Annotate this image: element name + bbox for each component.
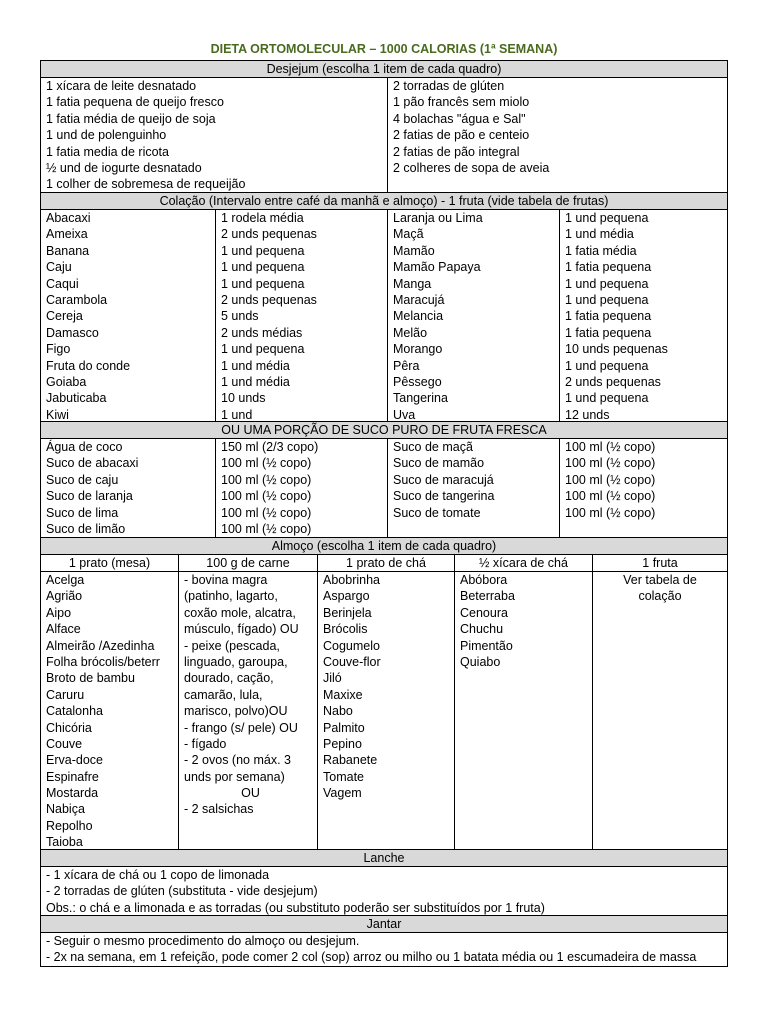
desjejum-left-column <box>41 78 387 192</box>
list-item: 100 ml (½ copo) <box>565 489 656 504</box>
lanche-header: Lanche <box>41 850 727 867</box>
desjejum-section <box>40 60 728 193</box>
suco-amount-column-2 <box>559 439 727 537</box>
list-item: 1 colher de sobremesa de requeijão <box>46 177 246 192</box>
list-item: 1 und pequena <box>221 260 305 275</box>
list-item: Cenoura <box>460 605 508 620</box>
list-item: Chuchu <box>460 622 504 637</box>
list-item: Suco de limão <box>46 521 126 536</box>
list-item: 1 fatia média de queijo de soja <box>46 111 216 126</box>
list-item: Palmito <box>323 720 365 735</box>
list-item: 100 ml (½ copo) <box>565 472 656 487</box>
list-item: Beterraba <box>460 589 515 604</box>
lanche-content <box>41 867 727 915</box>
list-item: 5 unds <box>221 309 259 324</box>
list-item: Obs.: o chá e a limonada e as torradas (ou substituto poderão ser substituídos por 1 fruta) <box>46 900 545 915</box>
list-item: 4 bolachas "água e Sal" <box>393 111 526 126</box>
list-item: - frango (s/ pele) OU <box>184 720 298 735</box>
list-item: 1 und pequena <box>221 243 305 258</box>
list-item: 1 fatia pequena de queijo fresco <box>46 95 224 110</box>
list-item: Manga <box>393 276 432 291</box>
list-item: Suco de mamão <box>393 456 485 471</box>
list-item: 1 und média <box>221 358 290 373</box>
list-item: Nabo <box>323 704 353 719</box>
colacao-portion-column-2 <box>559 210 727 421</box>
list-item: 1 und pequena <box>221 342 305 357</box>
list-item: Carambola <box>46 292 108 307</box>
list-item: 100 ml (½ copo) <box>221 472 312 487</box>
list-item: Damasco <box>46 325 99 340</box>
list-item: Suco de maçã <box>393 440 473 454</box>
list-item: Jiló <box>323 671 342 686</box>
list-item: Couve-flor <box>323 654 381 669</box>
list-item: 1 fatia media de ricota <box>46 144 169 159</box>
list-item: Brócolis <box>323 622 368 637</box>
jantar-header: Jantar <box>41 916 727 933</box>
list-item: dourado, cação, <box>184 671 274 686</box>
list-item: Mamão Papaya <box>393 260 481 275</box>
almoco-section <box>40 537 728 850</box>
list-item: Repolho <box>46 818 93 833</box>
list-item: Cogumelo <box>323 638 380 653</box>
list-item: 100 ml (½ copo) <box>221 505 312 520</box>
list-item: Suco de laranja <box>46 489 133 504</box>
desjejum-header: Desjejum (escolha 1 item de cada quadro) <box>41 61 727 78</box>
list-item: Abacaxi <box>46 211 91 225</box>
list-item: Broto de bambu <box>46 671 135 686</box>
list-item: Maracujá <box>393 292 445 307</box>
almoco-header: Almoço (escolha 1 item de cada quadro) <box>41 538 727 555</box>
list-item: - fígado <box>184 736 227 751</box>
list-item: OU <box>241 786 260 801</box>
list-item: Alface <box>46 622 81 637</box>
list-item: 1 und pequena <box>565 358 649 373</box>
list-item: 100 ml (½ copo) <box>221 489 312 504</box>
colacao-section <box>40 192 728 422</box>
list-item: Taioba <box>46 835 83 849</box>
list-item: Tomate <box>323 769 364 784</box>
suco-name-column-1 <box>41 439 215 537</box>
page-title: DIETA ORTOMOLECULAR – 1000 CALORIAS (1ª SEMANA) <box>210 42 558 56</box>
colacao-fruit-column-1 <box>41 210 215 421</box>
list-item: Morango <box>393 342 443 357</box>
list-item: Aipo <box>46 605 72 620</box>
almoco-subheader-fruta: 1 fruta <box>592 555 727 571</box>
list-item: 1 und pequena <box>565 211 649 225</box>
almoco-subheader-xicara-cha: ½ xícara de chá <box>454 555 592 571</box>
list-item: 2 colheres de sopa de aveia <box>393 160 550 175</box>
list-item: 10 unds pequenas <box>565 342 668 357</box>
list-item: 1 und pequena <box>565 391 649 406</box>
list-item: Suco de abacaxi <box>46 456 139 471</box>
list-item: colação <box>638 589 682 604</box>
list-item: 150 ml (2/3 copo) <box>221 440 319 454</box>
list-item: 1 und <box>221 407 253 421</box>
list-item: (patinho, lagarto, <box>184 589 278 604</box>
list-item: - 2 salsichas <box>184 802 254 817</box>
list-item: Goiaba <box>46 374 87 389</box>
almoco-prato-mesa-column <box>41 572 178 849</box>
list-item: Laranja ou Lima <box>393 211 483 225</box>
list-item: marisco, polvo)OU <box>184 704 288 719</box>
colacao-fruit-column-2 <box>387 210 559 421</box>
list-item: Almeirão /Azedinha <box>46 638 155 653</box>
list-item: Tangerina <box>393 391 448 406</box>
lanche-section <box>40 849 728 916</box>
list-item: Rabanete <box>323 753 378 768</box>
almoco-subheader-prato-mesa: 1 prato (mesa) <box>68 556 151 570</box>
list-item: Folha brócolis/beterr <box>46 654 160 669</box>
list-item: 1 und média <box>221 374 290 389</box>
colacao-header: Colação (Intervalo entre café da manhã e almoço) - 1 fruta (vide tabela de frutas) <box>41 193 727 210</box>
list-item: Suco de tangerina <box>393 489 495 504</box>
list-item: 2 unds pequenas <box>221 292 317 307</box>
list-item: Suco de tomate <box>393 505 481 520</box>
list-item: Uva <box>393 407 416 421</box>
list-item: Abobrinha <box>323 573 380 587</box>
list-item: Caqui <box>46 276 79 291</box>
list-item: coxão mole, alcatra, <box>184 605 296 620</box>
list-item: 100 ml (½ copo) <box>221 521 312 536</box>
list-item: Aspargo <box>323 589 370 604</box>
list-item: Agrião <box>46 589 83 604</box>
list-item: Pepino <box>323 736 362 751</box>
list-item: Pêra <box>393 358 420 373</box>
list-item: 1 und de polenguinho <box>46 128 167 143</box>
list-item: Chicória <box>46 720 92 735</box>
list-item: Nabiça <box>46 802 85 817</box>
suco-header: OU UMA PORÇÃO DE SUCO PURO DE FRUTA FRESCA <box>41 422 727 439</box>
list-item: 2 fatias de pão e centeio <box>393 128 530 143</box>
desjejum-right-column <box>387 78 727 192</box>
list-item: músculo, fígado) OU <box>184 622 299 637</box>
list-item: Vagem <box>323 786 362 801</box>
list-item: Caruru <box>46 687 85 702</box>
list-item: - 2 torradas de glúten (substituta - vide desjejum) <box>46 884 318 899</box>
colacao-portion-column-1 <box>215 210 387 421</box>
list-item: Suco de maracujá <box>393 472 494 487</box>
list-item: - bovina magra <box>184 573 268 587</box>
list-item: 2 unds pequenas <box>221 227 317 242</box>
list-item: Catalonha <box>46 704 103 719</box>
list-item: ½ und de iogurte desnatado <box>46 160 202 175</box>
list-item: 1 fatia pequena <box>565 325 652 340</box>
list-item: Mamão <box>393 243 435 258</box>
list-item: Kiwi <box>46 407 69 421</box>
list-item: 10 unds <box>221 391 266 406</box>
jantar-content <box>41 933 727 966</box>
list-item: camarão, lula, <box>184 687 263 702</box>
list-item: Figo <box>46 342 71 357</box>
list-item: Melancia <box>393 309 444 324</box>
list-item: Quiabo <box>460 654 501 669</box>
list-item: Abóbora <box>460 573 508 587</box>
list-item: 1 fatia pequena <box>565 309 652 324</box>
list-item: Mostarda <box>46 786 99 801</box>
list-item: 2 unds médias <box>221 325 303 340</box>
list-item: Melão <box>393 325 428 340</box>
list-item: Pimentão <box>460 638 513 653</box>
suco-section <box>40 421 728 538</box>
list-item: 1 xícara de leite desnatado <box>46 79 197 93</box>
list-item: Ver tabela de <box>623 573 697 587</box>
list-item: 100 ml (½ copo) <box>565 505 656 520</box>
list-item: 100 ml (½ copo) <box>565 456 656 471</box>
list-item: 2 torradas de glúten <box>393 79 505 93</box>
list-item: Jabuticaba <box>46 391 107 406</box>
list-item: 100 ml (½ copo) <box>565 440 656 454</box>
list-item: Maxixe <box>323 687 363 702</box>
list-item: - Seguir o mesmo procedimento do almoço ou desjejum. <box>46 934 360 948</box>
list-item: 1 pão francês sem miolo <box>393 95 530 110</box>
list-item: 100 ml (½ copo) <box>221 456 312 471</box>
suco-amount-column-1 <box>215 439 387 537</box>
list-item: 2 fatias de pão integral <box>393 144 520 159</box>
list-item: 1 und média <box>565 227 634 242</box>
list-item: Pêssego <box>393 374 442 389</box>
almoco-fruta-column <box>592 572 727 849</box>
list-item: 2 unds pequenas <box>565 374 661 389</box>
list-item: 1 fatia média <box>565 243 637 258</box>
almoco-prato-cha-column <box>317 572 454 849</box>
list-item: unds por semana) <box>184 769 285 784</box>
list-item: Suco de lima <box>46 505 119 520</box>
list-item: - 1 xícara de chá ou 1 copo de limonada <box>46 868 270 882</box>
almoco-carne-column <box>178 572 317 849</box>
list-item: Acelga <box>46 573 85 587</box>
list-item: Água de coco <box>46 440 123 454</box>
list-item: - 2x na semana, em 1 refeição, pode comer 2 col (sop) arroz ou milho ou 1 batata média ou 1 escumadeira de massa <box>46 950 697 965</box>
almoco-subheader-carne: 100 g de carne <box>178 555 317 571</box>
list-item: Cereja <box>46 309 83 324</box>
list-item: 1 rodela média <box>221 211 304 225</box>
list-item: Caju <box>46 260 72 275</box>
jantar-section <box>40 915 728 967</box>
list-item: Maçã <box>393 227 424 242</box>
list-item: linguado, garoupa, <box>184 654 288 669</box>
list-item: Erva-doce <box>46 753 103 768</box>
list-item: Couve <box>46 736 83 751</box>
almoco-subheader-prato-cha: 1 prato de chá <box>317 555 454 571</box>
suco-name-column-2 <box>387 439 559 537</box>
list-item: 1 und pequena <box>221 276 305 291</box>
list-item: 1 und pequena <box>565 276 649 291</box>
list-item: 1 fatia pequena <box>565 260 652 275</box>
list-item: - 2 ovos (no máx. 3 <box>184 753 291 768</box>
list-item: Banana <box>46 243 90 258</box>
list-item: Berinjela <box>323 605 372 620</box>
list-item: 12 unds <box>565 407 610 421</box>
almoco-subheader-row <box>41 555 727 572</box>
list-item: Fruta do conde <box>46 358 131 373</box>
list-item: 1 und pequena <box>565 292 649 307</box>
list-item: Ameixa <box>46 227 88 242</box>
list-item: Espinafre <box>46 769 99 784</box>
almoco-xicara-cha-column <box>454 572 592 849</box>
list-item: - peixe (pescada, <box>184 638 280 653</box>
list-item: Suco de caju <box>46 472 119 487</box>
